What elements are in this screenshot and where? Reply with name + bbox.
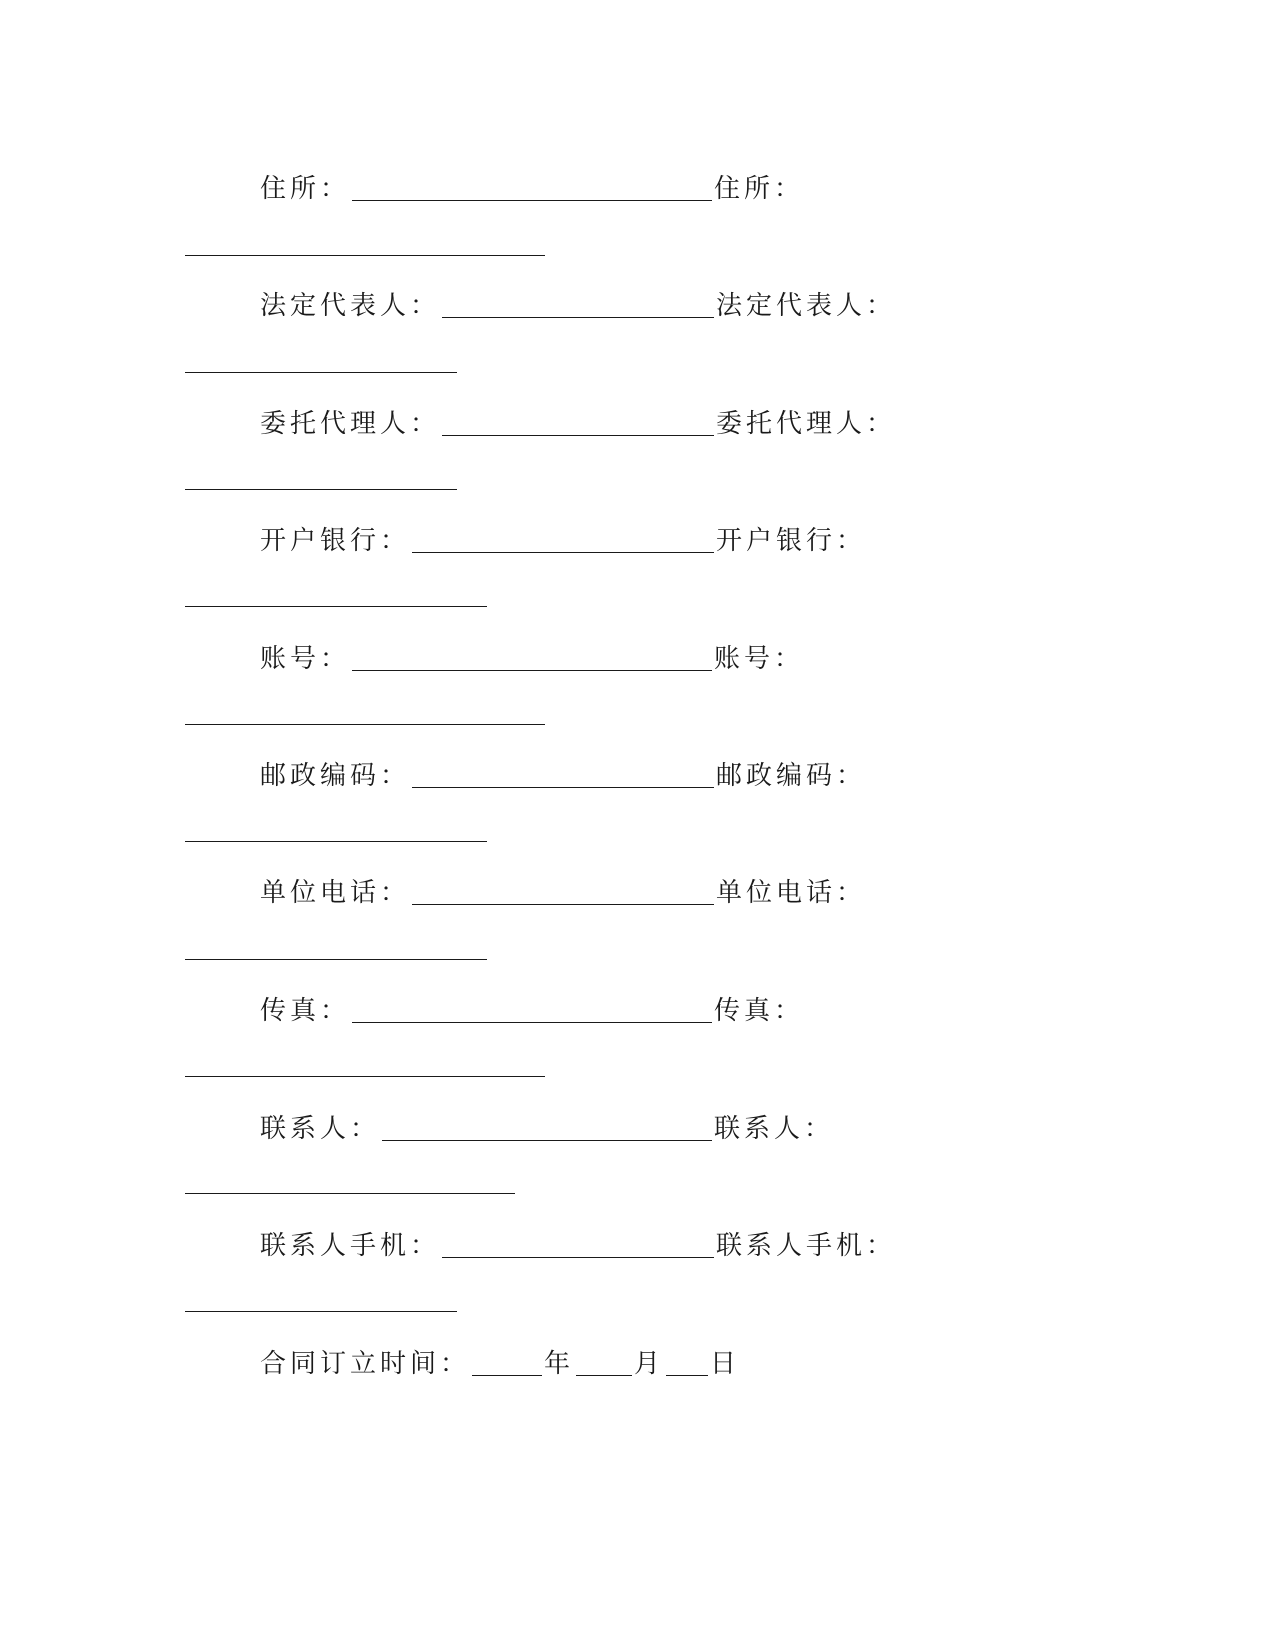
continuation-line[interactable]: [185, 489, 457, 490]
blank-line[interactable]: [412, 874, 714, 905]
field-row-postcode: [260, 752, 866, 792]
field-label-right: 邮政编码：: [716, 761, 867, 791]
field-label: 单位电话：: [260, 878, 411, 908]
field-label-right: 联系人手机：: [716, 1231, 897, 1261]
year-blank[interactable]: [472, 1345, 542, 1376]
field-label-right: 联系人：: [714, 1114, 835, 1144]
field-label-right: 法定代表人：: [716, 291, 897, 321]
blank-line[interactable]: [382, 1110, 712, 1141]
field-label-right: 账号：: [714, 644, 805, 674]
field-label: 传真：: [260, 996, 351, 1026]
field-label: 开户银行：: [260, 526, 411, 556]
contract-date-row: [260, 1340, 740, 1380]
field-row-address: [260, 165, 804, 205]
field-row-legal-representative: [260, 282, 896, 322]
field-label-right: 委托代理人：: [716, 409, 897, 439]
field-row-agent: [260, 400, 896, 440]
month-blank[interactable]: [576, 1345, 632, 1376]
blank-line[interactable]: [352, 640, 712, 671]
blank-line[interactable]: [412, 522, 714, 553]
field-label: 委托代理人：: [260, 409, 441, 439]
field-label-right: 传真：: [714, 996, 805, 1026]
continuation-line[interactable]: [185, 841, 487, 842]
contract-date-label: 合同订立时间：: [260, 1349, 471, 1379]
field-label-right: 住所：: [714, 174, 805, 204]
continuation-line[interactable]: [185, 372, 457, 373]
year-label: 年: [544, 1349, 575, 1379]
blank-line[interactable]: [412, 757, 714, 788]
field-label-right: 开户银行：: [716, 526, 867, 556]
continuation-line[interactable]: [185, 255, 545, 256]
continuation-line[interactable]: [185, 606, 487, 607]
continuation-line[interactable]: [185, 959, 487, 960]
field-label: 法定代表人：: [260, 291, 441, 321]
field-label: 联系人：: [260, 1114, 381, 1144]
day-label: 日: [710, 1349, 741, 1379]
field-label: 账号：: [260, 644, 351, 674]
field-label: 住所：: [260, 174, 351, 204]
field-label: 邮政编码：: [260, 761, 411, 791]
field-row-bank: [260, 517, 866, 557]
field-row-contact: [260, 1105, 834, 1145]
blank-line[interactable]: [352, 992, 712, 1023]
field-label-right: 单位电话：: [716, 878, 867, 908]
field-row-phone: [260, 869, 866, 909]
blank-line[interactable]: [352, 170, 712, 201]
field-row-contact-mobile: [260, 1222, 896, 1262]
continuation-line[interactable]: [185, 724, 545, 725]
blank-line[interactable]: [442, 287, 714, 318]
month-label: 月: [634, 1349, 665, 1379]
continuation-line[interactable]: [185, 1076, 545, 1077]
field-row-fax: [260, 987, 804, 1027]
field-label: 联系人手机：: [260, 1231, 441, 1261]
blank-line[interactable]: [442, 405, 714, 436]
continuation-line[interactable]: [185, 1193, 515, 1194]
day-blank[interactable]: [666, 1345, 708, 1376]
field-row-account: [260, 635, 804, 675]
continuation-line[interactable]: [185, 1311, 457, 1312]
blank-line[interactable]: [442, 1227, 714, 1258]
